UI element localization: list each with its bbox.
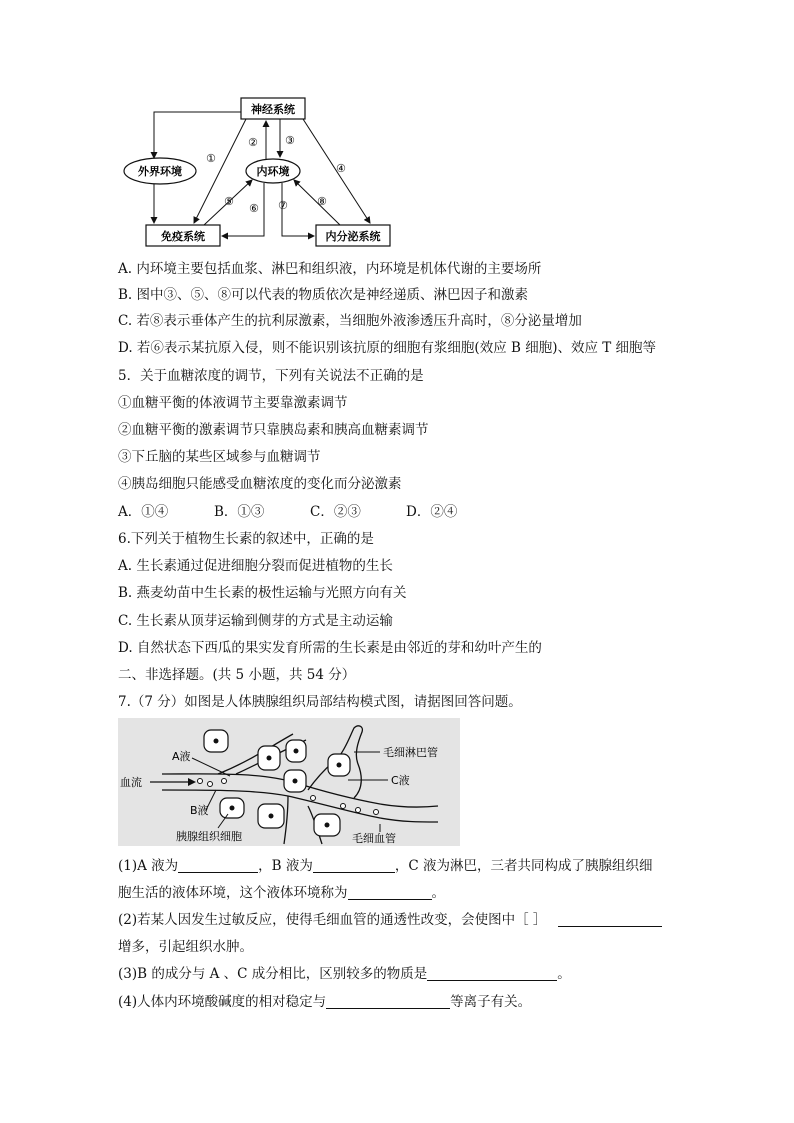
q4-option-c: C. 若⑧表示垂体产生的抗利尿激素，当细胞外液渗透压升高时，⑧分泌量增加 [118, 313, 582, 329]
q6-option-a: A. 生长素通过促进细胞分裂而促进植物的生长 [118, 558, 393, 574]
arrow-label-6: ⑥ [249, 202, 259, 215]
answer-blank-edema-fluid[interactable] [558, 912, 662, 927]
capillary-label: 毛细血管 [352, 832, 396, 845]
q5-stem: 5．关于血糖浓度的调节，下列有关说法不正确的是 [118, 368, 424, 384]
a-fluid-label: A液 [172, 750, 191, 763]
arrow-label-7: ⑦ [278, 199, 288, 212]
q7-sub2-line1: (2)若某人因发生过敏反应，使得毛细血管的通透性改变，会使图中［ ］ [118, 911, 662, 929]
q5-option-c: C．②③ [310, 504, 361, 520]
arrow-label-2: ② [248, 136, 258, 149]
answer-blank-b-fluid[interactable] [313, 858, 395, 873]
q6-option-c: C. 生长素从顶芽运输到侧芽的方式是主动运输 [118, 613, 393, 629]
section-2-heading: 二、非选择题。(共 5 小题，共 54 分） [118, 667, 356, 683]
arrow-label-4: ④ [336, 162, 346, 175]
lymph-capillary-label: 毛细淋巴管 [383, 746, 438, 759]
q6-option-d: D. 自然状态下西瓜的果实发育所需的生长素是由邻近的芽和幼叶产生的 [118, 640, 542, 656]
q7-sub1-line1: (1)A 液为 ，B 液为 ，C 液为淋巴，三者共同构成了胰腺组织细 [118, 858, 653, 874]
q5-option-a: A．①④ [118, 504, 169, 520]
q6-option-b: B. 燕麦幼苗中生长素的极性运输与光照方向有关 [118, 585, 407, 601]
c-fluid-label: C液 [391, 774, 410, 787]
arrow-label-3: ③ [285, 134, 295, 147]
blood-flow-label: 血流 [120, 776, 142, 789]
q7-sub4: (4)人体内环境酸碱度的相对稳定与 等离子有关。 [118, 994, 532, 1010]
arrow-label-1: ① [206, 152, 216, 165]
q5-item-3: ③下丘脑的某些区域参与血糖调节 [118, 449, 321, 465]
q5-option-d: D．②④ [406, 504, 458, 520]
answer-blank-environment[interactable] [348, 885, 432, 900]
q5-item-2: ②血糖平衡的激素调节只靠胰岛素和胰高血糖素调节 [118, 422, 429, 438]
pancreas-tissue-figure [118, 718, 460, 846]
immune-system-label: 免疫系统 [161, 230, 205, 243]
arrow-label-8: ⑧ [317, 195, 327, 208]
nervous-system-label: 神经系统 [251, 103, 295, 116]
b-fluid-label: B液 [190, 804, 209, 817]
q7-stem: 7.（7 分）如图是人体胰腺组织局部结构模式图，请据图回答问题。 [118, 694, 522, 710]
arrow-label-5: ⑤ [224, 195, 234, 208]
q5-item-1: ①血糖平衡的体液调节主要靠激素调节 [118, 395, 348, 411]
answer-blank-ions[interactable] [326, 994, 450, 1009]
answer-blank-substance[interactable] [427, 966, 557, 981]
q4-option-b: B. 图中③、⑤、⑧可以代表的物质依次是神经递质、淋巴因子和激素 [118, 287, 529, 303]
endocrine-system-label: 内分泌系统 [325, 230, 381, 243]
q7-sub1-line2: 胞生活的液体环境，这个液体环境称为 。 [118, 885, 445, 901]
internal-environment-label: 内环境 [256, 165, 290, 178]
regulation-network-diagram [118, 94, 398, 250]
q4-option-a: A. 内环境主要包括血浆、淋巴和组织液，内环境是机体代谢的主要场所 [118, 261, 542, 277]
external-environment-label: 外界环境 [138, 165, 182, 178]
q5-option-b: B．①③ [214, 504, 265, 520]
q7-sub2-line2: 增多，引起组织水肿。 [118, 939, 253, 955]
q5-item-4: ④胰岛细胞只能感受血糖浓度的变化而分泌激素 [118, 476, 402, 492]
q4-option-d: D. 若⑥表示某抗原入侵，则不能识别该抗原的细胞有浆细胞(效应 B 细胞)、效应 T 细胞等 [118, 340, 657, 356]
answer-blank-a-fluid[interactable] [178, 858, 258, 873]
q6-stem: 6.下列关于植物生长素的叙述中，正确的是 [118, 531, 374, 547]
q5-options [118, 503, 457, 521]
q7-sub3: (3)B 的成分与 A 、C 成分相比，区别较多的物质是 。 [118, 966, 571, 982]
pancreas-cell-label: 胰腺组织细胞 [176, 830, 242, 843]
